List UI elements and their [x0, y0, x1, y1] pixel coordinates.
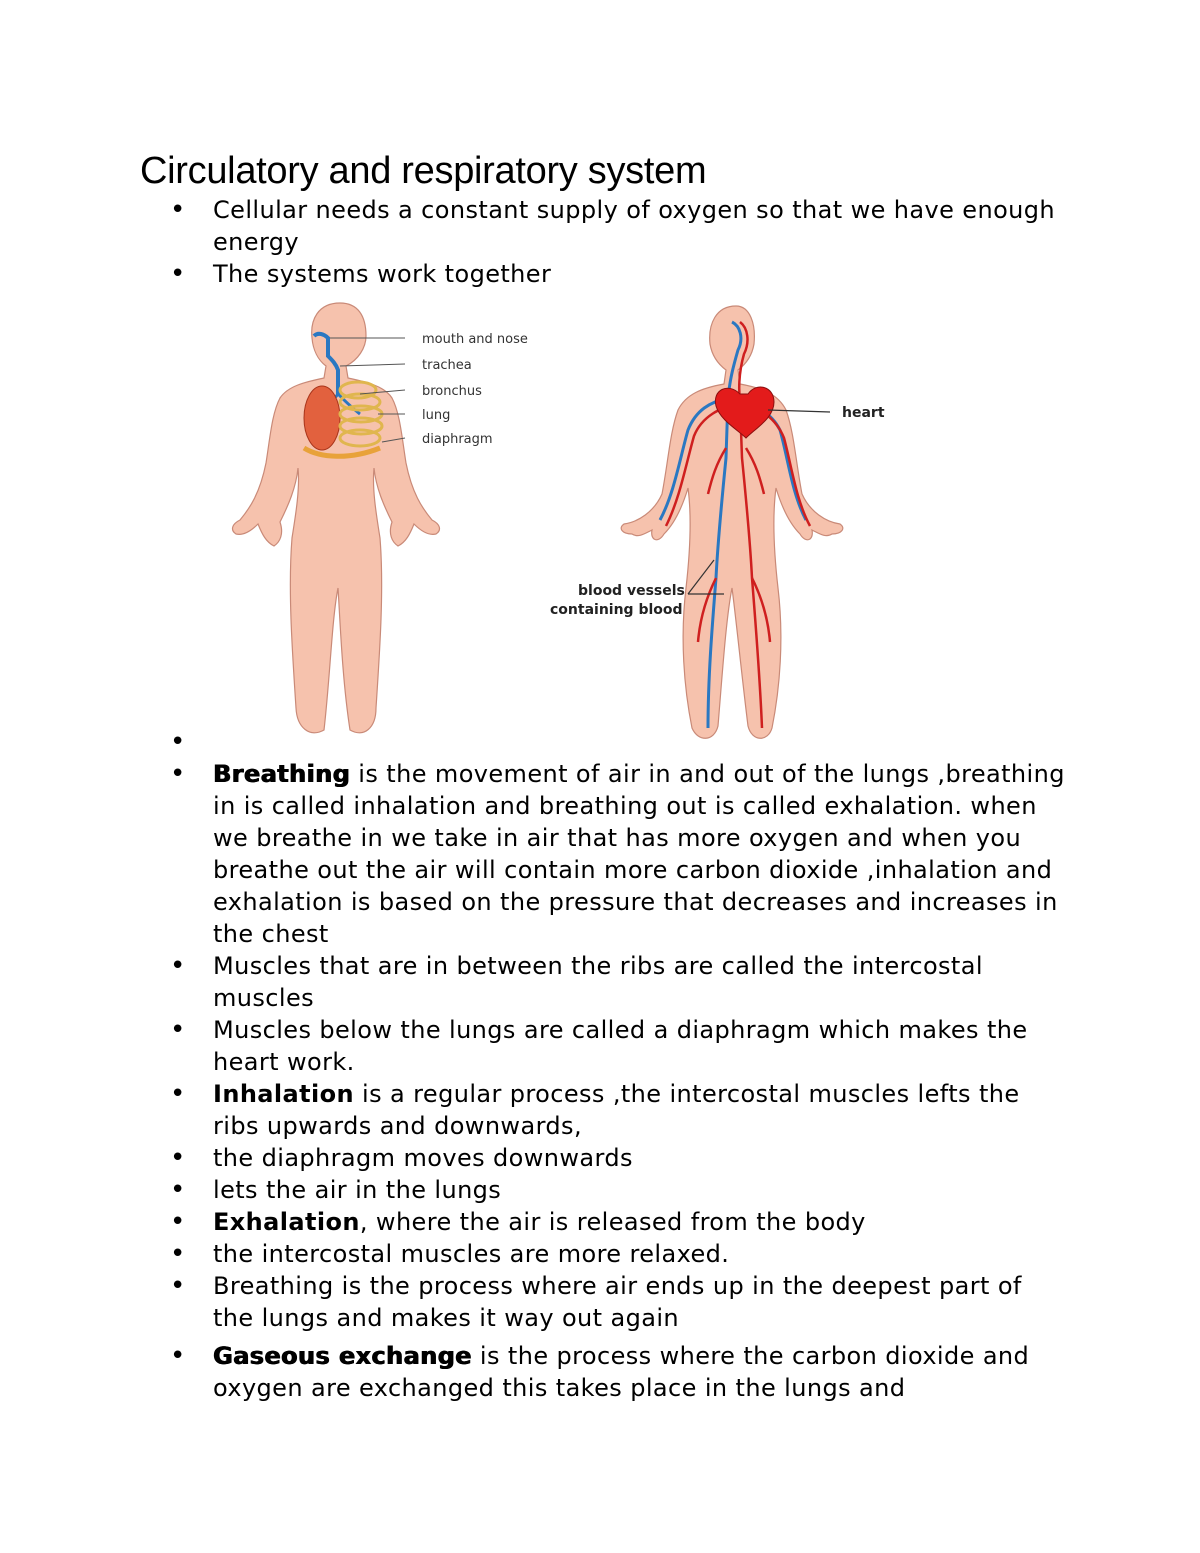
term-exhalation: Exhalation	[213, 1208, 360, 1236]
list-item: • Inhalation is a regular process ,the intercostal muscles lefts the ribs upwards and downwards,	[170, 1078, 1070, 1142]
label-trachea: trachea	[422, 358, 472, 373]
list-item: • Cellular needs a constant supply of oxygen so that we have enough energy	[170, 194, 1070, 258]
intro-list	[170, 194, 1070, 290]
label-diaphragm: diaphragm	[422, 432, 493, 447]
label-containing-blood: containing blood	[550, 602, 683, 618]
notes-list	[170, 726, 1070, 1404]
list-item: • Exhalation, where the air is released from the body	[170, 1206, 1070, 1238]
body-systems-illustration	[200, 298, 920, 748]
term-gaseous-exchange: Gaseous exchange	[213, 1342, 472, 1370]
label-bronchus: bronchus	[422, 384, 482, 399]
list-item: • the diaphragm moves downwards	[170, 1142, 1070, 1174]
circulatory-figure	[550, 306, 885, 738]
label-lung: lung	[422, 408, 451, 423]
list-item: • Muscles that are in between the ribs are called the intercostal muscles	[170, 950, 1070, 1014]
list-item: • The systems work together	[170, 258, 1070, 290]
term-inhalation: Inhalation	[213, 1080, 354, 1108]
label-mouth-nose: mouth and nose	[422, 332, 528, 347]
list-item: • Gaseous exchange is the process where the carbon dioxide and oxygen are exchanged this takes place in the lungs and	[170, 1340, 1070, 1404]
respiratory-figure	[233, 303, 528, 733]
list-item: • Breathing is the movement of air in and out of the lungs ,breathing in is called inhalation and breathing out is called exhalation. when we breathe in we take in air that has more oxygen and when you breathe out the air will contain more carbon dioxide ,inhalation and exhalation is based on the pressure that decreases and increases in the chest	[170, 758, 1070, 950]
list-item: • the intercostal muscles are more relaxed.	[170, 1238, 1070, 1270]
list-item: • Muscles below the lungs are called a diaphragm which makes the heart work.	[170, 1014, 1070, 1078]
body-systems-svg	[200, 298, 920, 748]
list-item: • lets the air in the lungs	[170, 1174, 1070, 1206]
page-title: Circulatory and respiratory system	[140, 150, 707, 192]
term-breathing: Breathing	[213, 760, 351, 788]
list-item-empty	[170, 726, 1070, 758]
left-lung	[304, 386, 340, 450]
label-heart: heart	[842, 405, 885, 421]
label-blood-vessels: blood vessels	[578, 583, 685, 599]
list-item: • Breathing is the process where air ends up in the deepest part of the lungs and makes it way out again	[170, 1270, 1070, 1334]
